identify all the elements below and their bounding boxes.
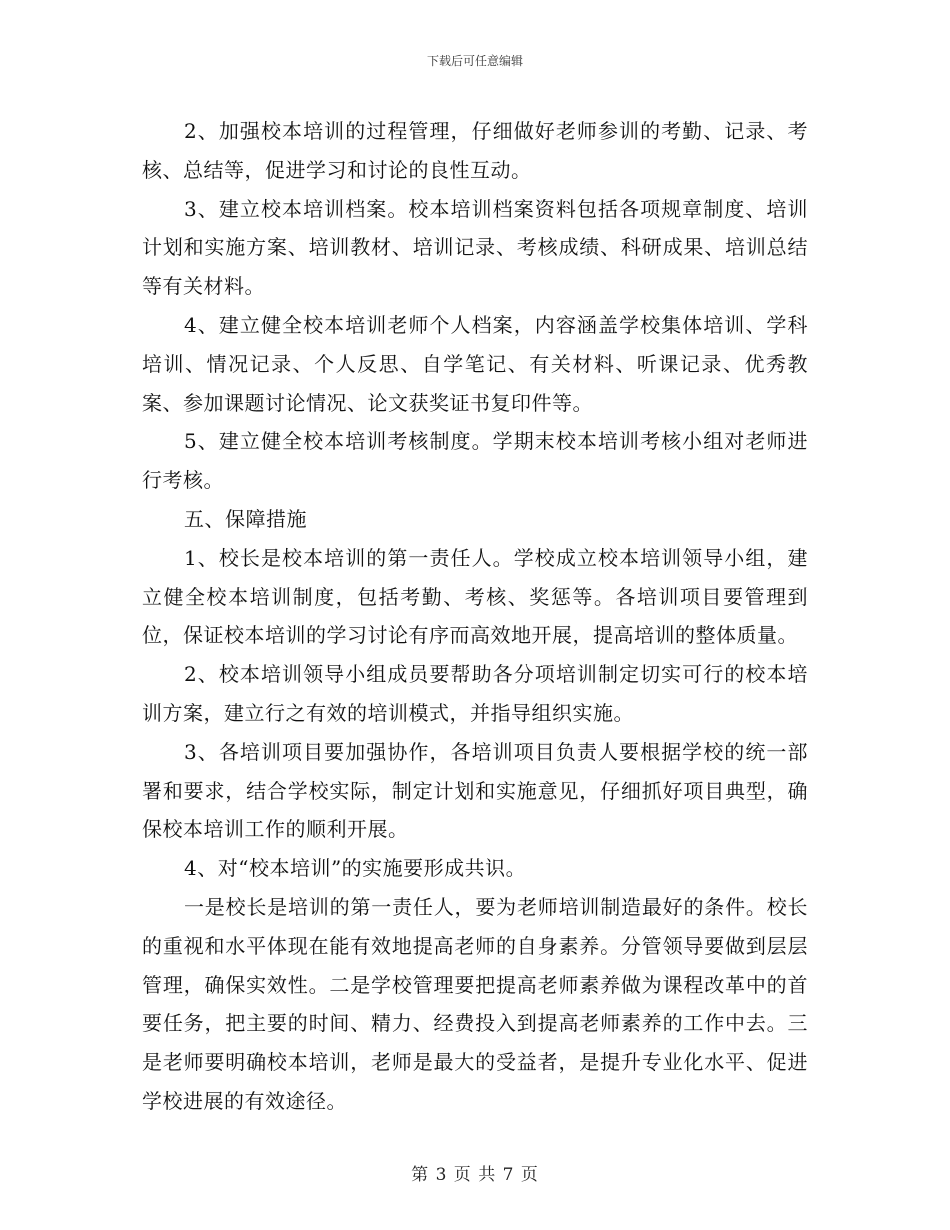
paragraph-assessment-system: 5、建立健全校本培训考核制度。学期末校本培训考核小组对老师进行考核。: [142, 429, 808, 493]
paragraph-leadership-group: 2、校本培训领导小组成员要帮助各分项培训制定切实可行的校本培训方案，建立行之有效的培训模式，并指导组织实施。: [142, 662, 808, 725]
paragraph-teacher-archive: 4、建立健全校本培训老师个人档案，内容涵盖学校集体培训、学科培训、情况记录、个人反思、自学笔记、有关材料、听课记录、优秀教案、参加课题讨论情况、论文获奖证书复印件等。: [142, 312, 808, 415]
page-number: 第 3 页 共 7 页: [411, 1165, 539, 1185]
page-header: 下载后可任意编辑: [426, 54, 523, 68]
paragraph-training-archive: 3、建立校本培训档案。校本培训档案资料包括各项规章制度、培训计划和实施方案、培训教材、培训记录、考核成绩、科研成果、培训总结等有关材料。: [142, 196, 808, 299]
paragraph-principal-responsibility: 1、校长是校本培训的第一责任人。学校成立校本培训领导小组，建立健全校本培训制度，包括考勤、考核、奖惩等。各培训项目要管理到位，保证校本培训的学习讨论有序而高效地开展，提高培训的整体质量。: [142, 545, 808, 648]
section-heading-safeguards: 五、保障措施: [184, 506, 307, 531]
paragraph-consensus-details: 一是校长是培训的第一责任人，要为老师培训制造最好的条件。校长的重视和水平体现在能有效地提高老师的自身素养。分管领导要做到层层管理，确保实效性。二是学校管理要把提高老师素养做为课程改革中的首要任务，把主要的时间、精力、经费投入到提高老师素养的工作中去。三是老师要明确校本培训，老师是最大的受益者，是提升专业化水平、促进学校进展的有效途径。: [142, 894, 808, 1113]
document-body: [142, 112, 808, 1121]
paragraph-process-management: 2、加强校本培训的过程管理，仔细做好老师参训的考勤、记录、考核、总结等，促进学习和讨论的良性互动。: [142, 119, 808, 182]
paragraph-consensus: 4、对“校本培训”的实施要形成共识。: [184, 856, 527, 881]
paragraph-project-cooperation: 3、各培训项目要加强协作，各培训项目负责人要根据学校的统一部署和要求，结合学校实际，制定计划和实施意见，仔细抓好项目典型，确保校本培训工作的顺利开展。: [142, 739, 808, 842]
